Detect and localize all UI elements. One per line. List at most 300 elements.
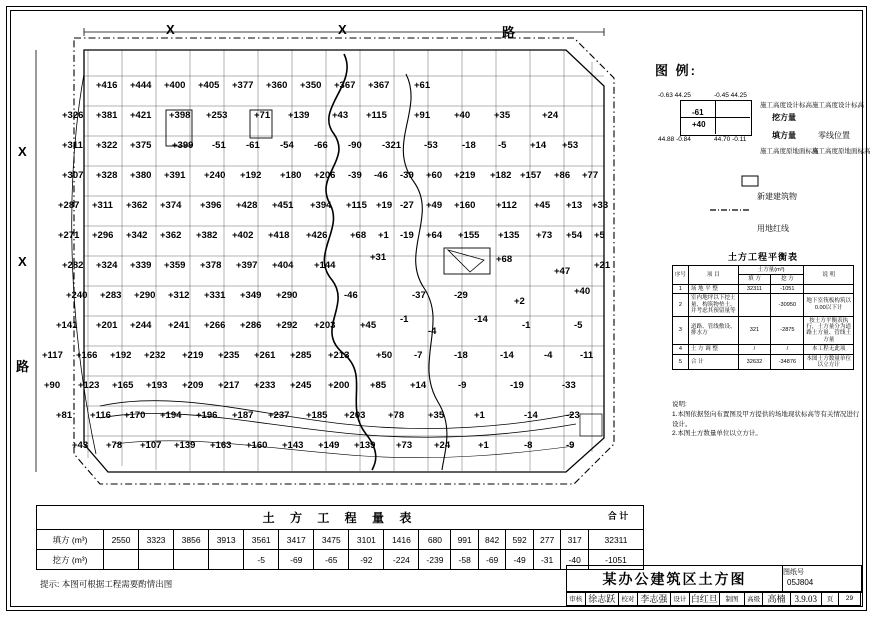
balance-subheader-fill: 填 方 — [738, 275, 771, 284]
plan-value: +241 — [168, 320, 190, 331]
table-row — [37, 550, 644, 570]
plan-value: +112 — [496, 200, 517, 211]
plan-value: +374 — [160, 200, 182, 211]
sign-value-4: 高楠 — [763, 592, 790, 606]
balance-cell-fill: 321 — [738, 316, 771, 345]
plan-value: +421 — [130, 110, 152, 121]
balance-cell-item: 室内地坪以下挖土量、构筑物垫土、并考虑其预留量等 — [688, 294, 738, 316]
plan-value: +206 — [314, 170, 336, 181]
plan-value: +362 — [160, 230, 182, 241]
plan-value: +405 — [198, 80, 220, 91]
plan-value: +139 — [354, 440, 376, 451]
plan-value: -4 — [428, 326, 437, 337]
plan-value: +311 — [62, 140, 83, 151]
grid-label-left-1: X — [18, 144, 27, 159]
plan-value: +60 — [426, 170, 443, 181]
plan-value: +311 — [92, 200, 113, 211]
plan-value: +86 — [554, 170, 571, 181]
plan-value: +13 — [566, 200, 583, 211]
plan-value: +381 — [96, 110, 118, 121]
sheet-number-box — [781, 565, 862, 593]
balance-cell-cut: -2875 — [771, 316, 804, 345]
quantity-cell — [174, 550, 209, 570]
plan-value: +43 — [72, 440, 89, 451]
plan-value: +201 — [96, 320, 118, 331]
plan-value: +73 — [536, 230, 553, 241]
plan-value: +382 — [196, 230, 218, 241]
title-block — [566, 565, 861, 607]
plan-value: -11 — [580, 350, 594, 361]
plan-value: +400 — [164, 80, 186, 91]
plan-value: +253 — [206, 110, 228, 121]
plan-value: +367 — [368, 80, 390, 91]
plan-value: +68 — [496, 254, 513, 265]
table-row — [673, 345, 854, 354]
balance-cell-note: 本图土方数量单位以立方计 — [804, 354, 854, 370]
plan-value: +283 — [100, 290, 122, 301]
plan-value: +21 — [594, 260, 611, 271]
quantity-table-grid — [36, 529, 644, 570]
plan-value: +157 — [520, 170, 542, 181]
plan-value: +416 — [96, 80, 118, 91]
quantity-total-cell: 32311 — [589, 530, 644, 550]
sign-value-1: 李志强 — [637, 592, 670, 606]
plan-value: +312 — [168, 290, 190, 301]
quantity-row-label: 填方 (m³) — [37, 530, 104, 550]
quantity-table — [36, 505, 644, 570]
plan-value: +1 — [378, 230, 389, 241]
legend-redline-label: 用地红线 — [757, 224, 789, 233]
plan-value: +290 — [134, 290, 156, 301]
grid-label-top-2: X — [338, 22, 347, 37]
plan-value: +362 — [126, 200, 148, 211]
grid-label-top-1: X — [166, 22, 175, 37]
plan-value: -39 — [400, 170, 414, 181]
notes-title: 说明: — [672, 401, 687, 408]
plan-value: +163 — [210, 440, 232, 451]
plan-value: +117 — [42, 350, 63, 361]
balance-cell-note: 地下室筏板构筑以0.00以下计 — [804, 294, 854, 316]
table-row — [673, 294, 854, 316]
drawing-title: 某办公建筑区土方图 — [566, 565, 783, 593]
plan-value: -46 — [374, 170, 388, 181]
plan-value: +194 — [160, 410, 182, 421]
quantity-total-header: 合 计 — [607, 510, 629, 521]
legend-symbol-divider-v — [715, 100, 716, 134]
legend-building-label: 新建建筑物 — [757, 192, 797, 201]
grid-label-top-3: 路 — [502, 25, 516, 40]
sign-value-0: 徐志跃 — [585, 592, 618, 606]
plan-value: +1 — [474, 410, 485, 421]
plan-value: +182 — [490, 170, 512, 181]
quantity-cell — [209, 550, 244, 570]
plan-value: +235 — [218, 350, 240, 361]
plan-value: +31 — [370, 252, 387, 263]
legend-zeroline-label: 零线位置 — [818, 131, 850, 140]
balance-cell-cut: -1051 — [771, 284, 804, 293]
plan-value: +54 — [566, 230, 583, 241]
plan-value: +73 — [396, 440, 413, 451]
plan-value: +219 — [454, 170, 476, 181]
plan-value: +217 — [218, 380, 240, 391]
legend-note-bl: 施工高度原地面标高 — [760, 148, 819, 155]
plan-value: +380 — [130, 170, 152, 181]
quantity-cell: -69 — [478, 550, 505, 570]
plan-value: +209 — [182, 380, 204, 391]
sign-label-2: 设计 — [671, 592, 690, 606]
legend-note-br: 施工高度原地面标高 — [812, 148, 871, 155]
plan-value: +139 — [174, 440, 196, 451]
balance-table — [672, 250, 854, 370]
balance-header-item: 项 目 — [688, 266, 738, 285]
balance-cell-cut: -30950 — [771, 294, 804, 316]
quantity-total-cell: -1051 — [589, 550, 644, 570]
plan-value: +360 — [266, 80, 288, 91]
plan-value: +185 — [306, 410, 328, 421]
plan-value: +77 — [582, 170, 599, 181]
plan-value: -19 — [510, 380, 524, 391]
plan-value: +342 — [126, 230, 148, 241]
plan-value: +307 — [62, 170, 84, 181]
plan-value: +399 — [172, 140, 194, 151]
plan-value: +282 — [62, 260, 84, 271]
plan-value: -18 — [454, 350, 468, 361]
plan-value: +139 — [288, 110, 310, 121]
balance-cell-fill: 32632 — [738, 354, 771, 370]
quantity-cell: 3561 — [244, 530, 279, 550]
plan-value: +141 — [56, 320, 78, 331]
plan-value: +68 — [350, 230, 367, 241]
table-row — [37, 530, 644, 550]
plan-value: +296 — [92, 230, 114, 241]
table-row — [673, 354, 854, 370]
table-row — [673, 284, 854, 293]
plan-value: -53 — [424, 140, 438, 151]
plan-value: -61 — [246, 140, 260, 151]
plan-value: +64 — [426, 230, 443, 241]
plan-value: +349 — [240, 290, 262, 301]
plan-value: +244 — [130, 320, 152, 331]
grid-label-left-3: 路 — [16, 359, 30, 374]
balance-table-title: 土方工程平衡表 — [727, 252, 798, 262]
signature-block — [566, 591, 861, 617]
legend-note-tr: 施工高度设计标高 — [812, 102, 864, 109]
plan-value: +33 — [592, 200, 609, 211]
plan-value: +193 — [146, 380, 168, 391]
legend-note-tl: 施工高度设计标高 — [760, 102, 812, 109]
plan-value: +402 — [232, 230, 254, 241]
plan-value: -39 — [348, 170, 362, 181]
plan-value: +85 — [370, 380, 387, 391]
plan-value: +394 — [310, 200, 332, 211]
legend-sample-tr: -0.45 44.25 — [714, 92, 747, 99]
plan-value: +160 — [454, 200, 476, 211]
plan-value: +271 — [58, 230, 80, 241]
balance-header-note: 说 明 — [804, 266, 854, 285]
quantity-cell: 3101 — [349, 530, 384, 550]
plan-value: -23 — [566, 410, 580, 421]
plan-value: +40 — [574, 286, 591, 297]
plan-value: +116 — [90, 410, 111, 421]
sign-label-4: 高级 — [744, 592, 763, 606]
plan-value: +180 — [280, 170, 302, 181]
table-row — [567, 592, 861, 606]
plan-value: +107 — [140, 440, 162, 451]
quantity-cell: 991 — [451, 530, 478, 550]
plan-value: +350 — [300, 80, 322, 91]
legend-fill-label: 填方量 — [772, 131, 796, 140]
sheet-number-value: 05J804 — [787, 578, 814, 587]
plan-value: +149 — [318, 440, 340, 451]
plan-value: -9 — [566, 440, 575, 451]
sign-value-5: 3.9.03 — [790, 592, 821, 606]
quantity-cell: 277 — [533, 530, 560, 550]
plan-value: +367 — [334, 80, 356, 91]
plan-value: +266 — [204, 320, 226, 331]
legend-sample-bl: 44.88 -0.84 — [658, 136, 691, 143]
plan-value: +359 — [164, 260, 186, 271]
balance-cell-no: 4 — [673, 345, 689, 354]
plan-value: +170 — [124, 410, 146, 421]
plan-value: +377 — [232, 80, 254, 91]
legend-title: 图 例: — [655, 63, 697, 78]
plan-value: +165 — [112, 380, 134, 391]
plan-value: -5 — [574, 320, 583, 331]
quantity-cell: -69 — [279, 550, 314, 570]
plan-value: +5 — [594, 230, 605, 241]
plan-value: +71 — [254, 110, 271, 121]
plan-value: -51 — [212, 140, 226, 151]
plan-value: +19 — [376, 200, 393, 211]
legend-sample-tl: -0.63 44.25 — [658, 92, 691, 99]
balance-subheader-cut: 挖 方 — [771, 275, 804, 284]
sheet-number-label: 图纸号 — [783, 569, 804, 576]
plan-value: -33 — [562, 380, 576, 391]
plan-value: +219 — [182, 350, 204, 361]
quantity-row-label: 挖方 (m³) — [37, 550, 104, 570]
legend-symbol-box — [680, 100, 752, 136]
plan-value: +240 — [66, 290, 88, 301]
plan-value: +404 — [272, 260, 294, 271]
quantity-cell: 3856 — [174, 530, 209, 550]
plan-value: -8 — [524, 440, 533, 451]
plan-value: +187 — [232, 410, 254, 421]
balance-cell-note: 本工程无此项 — [804, 345, 854, 354]
sign-label-1: 校对 — [619, 592, 638, 606]
plan-value: +123 — [78, 380, 100, 391]
balance-header-no: 序号 — [673, 266, 689, 285]
plan-value: +287 — [58, 200, 80, 211]
page-label: 页 — [821, 592, 838, 606]
plan-value: +192 — [110, 350, 132, 361]
sign-label-3: 制图 — [719, 592, 744, 606]
plan-value: +47 — [554, 266, 571, 277]
plan-value: +115 — [366, 110, 387, 121]
plan-value: +444 — [130, 80, 152, 91]
plan-value: +245 — [290, 380, 312, 391]
plan-value: +40 — [454, 110, 471, 121]
plan-value: +1 — [478, 440, 489, 451]
quantity-cell — [139, 550, 174, 570]
quantity-cell: 3913 — [209, 530, 244, 550]
plan-value: +43 — [332, 110, 349, 121]
plan-value: +375 — [130, 140, 152, 151]
plan-value: +81 — [56, 410, 73, 421]
table-row — [673, 316, 854, 345]
quantity-cell: 3475 — [314, 530, 349, 550]
page-number: 29 — [838, 592, 860, 606]
plan-value: -7 — [414, 350, 423, 361]
plan-value: +290 — [276, 290, 298, 301]
plan-value: +261 — [254, 350, 276, 361]
plan-value: +339 — [130, 260, 152, 271]
plan-value: +50 — [376, 350, 393, 361]
plan-value: +203 — [314, 320, 336, 331]
balance-cell-cut: / — [771, 345, 804, 354]
balance-table-grid — [672, 265, 854, 370]
sign-label-0: 审核 — [567, 592, 586, 606]
plan-value: +200 — [328, 380, 350, 391]
notes-line-1: 1.本图依据竖向布置图及甲方提供的场地现状标高等有关情况进行设计。 — [672, 410, 860, 428]
plan-value: +451 — [272, 200, 294, 211]
plan-value: +292 — [276, 320, 298, 331]
plan-value: +397 — [236, 260, 258, 271]
plan-value: +285 — [290, 350, 312, 361]
notes-line-2: 2.本图土方数量单位以立方计。 — [672, 430, 762, 438]
plan-value: -9 — [458, 380, 467, 391]
balance-cell-note — [804, 284, 854, 293]
quantity-cell: 3323 — [139, 530, 174, 550]
legend-sample-br: 44.70 -0.11 — [714, 136, 747, 143]
plan-value: -1 — [400, 314, 409, 325]
plan-value: +24 — [542, 110, 559, 121]
plan-value: +14 — [410, 380, 427, 391]
drawing-tip: 提示: 本图可根据工程需要酌情出图 — [40, 579, 173, 589]
plan-value: +426 — [306, 230, 328, 241]
plan-value: +240 — [204, 170, 226, 181]
plan-value: +232 — [144, 350, 166, 361]
balance-cell-item: 合 计 — [688, 354, 738, 370]
plan-value: -4 — [544, 350, 553, 361]
balance-cell-fill — [738, 294, 771, 316]
plan-value: +396 — [200, 200, 222, 211]
balance-cell-no: 2 — [673, 294, 689, 316]
quantity-cell: -40 — [561, 550, 589, 570]
balance-header-volume: 土方量(m³) — [738, 266, 804, 275]
plan-value: +2 — [514, 296, 525, 307]
plan-value: +78 — [106, 440, 123, 451]
plan-value: +331 — [204, 290, 226, 301]
plan-value: +144 — [314, 260, 336, 271]
plan-value: +378 — [200, 260, 222, 271]
quantity-cell: 3417 — [279, 530, 314, 550]
balance-cell-no: 1 — [673, 284, 689, 293]
plan-value: +91 — [414, 110, 431, 121]
plan-value: -18 — [462, 140, 476, 151]
quantity-cell: -31 — [533, 550, 560, 570]
balance-cell-no: 3 — [673, 316, 689, 345]
plan-value: +203 — [344, 410, 366, 421]
plan-value: +61 — [414, 80, 431, 91]
plan-value: -14 — [524, 410, 538, 421]
legend-fill-value: +40 — [692, 120, 706, 129]
plan-value: -5 — [498, 140, 507, 151]
plan-value: +45 — [360, 320, 377, 331]
quantity-cell: 317 — [561, 530, 589, 550]
plan-value: +326 — [62, 110, 84, 121]
quantity-cell: -49 — [506, 550, 533, 570]
quantity-cell: 2550 — [104, 530, 139, 550]
plan-value: +78 — [388, 410, 405, 421]
quantity-cell: -5 — [244, 550, 279, 570]
site-plan — [14, 14, 644, 514]
quantity-cell: -65 — [314, 550, 349, 570]
quantity-table-title: 土 方 工 程 量 表 — [36, 505, 644, 529]
notes-block — [672, 400, 862, 439]
quantity-cell: 592 — [506, 530, 533, 550]
quantity-cell: -92 — [349, 550, 384, 570]
balance-cell-fill: 32311 — [738, 284, 771, 293]
plan-value: +391 — [164, 170, 186, 181]
balance-cell-item: 场 地 平 整 — [688, 284, 738, 293]
plan-value: +135 — [498, 230, 520, 241]
quantity-cell: 1416 — [384, 530, 419, 550]
plan-value: +428 — [236, 200, 258, 211]
quantity-cell: -239 — [419, 550, 451, 570]
balance-cell-cut: -34876 — [771, 354, 804, 370]
plan-value: +286 — [240, 320, 262, 331]
plan-value: +90 — [44, 380, 61, 391]
balance-cell-item: 道路、管线敷设、排水方 — [688, 316, 738, 345]
balance-cell-item: 土 方 调 整 — [688, 345, 738, 354]
plan-value: +166 — [76, 350, 98, 361]
plan-value: -46 — [344, 290, 358, 301]
plan-value: -37 — [412, 290, 426, 301]
plan-value: +213 — [328, 350, 350, 361]
plan-value: -54 — [280, 140, 294, 151]
signature-table — [566, 591, 861, 606]
plan-value: +35 — [494, 110, 511, 121]
quantity-cell: 842 — [478, 530, 505, 550]
plan-value: +49 — [426, 200, 443, 211]
plan-value: +324 — [96, 260, 118, 271]
plan-value: +418 — [268, 230, 290, 241]
plan-value: +155 — [458, 230, 480, 241]
legend-cut-value: -61 — [692, 108, 704, 117]
plan-value: +328 — [96, 170, 118, 181]
plan-value: +192 — [240, 170, 262, 181]
plan-value: +237 — [268, 410, 290, 421]
quantity-cell: -224 — [384, 550, 419, 570]
plan-value: +160 — [246, 440, 268, 451]
plan-value: +115 — [346, 200, 367, 211]
plan-value: -19 — [400, 230, 414, 241]
plan-value: +398 — [169, 110, 191, 121]
plan-value: +45 — [534, 200, 551, 211]
quantity-cell: 680 — [419, 530, 451, 550]
plan-value: +233 — [254, 380, 276, 391]
plan-value: -66 — [314, 140, 328, 151]
plan-value: +143 — [282, 440, 304, 451]
plan-value: -27 — [400, 200, 414, 211]
balance-cell-no: 5 — [673, 354, 689, 370]
plan-value: +322 — [96, 140, 118, 151]
plan-value: -14 — [474, 314, 488, 325]
balance-cell-note: 按土方平衡表执行，土方量分为道路土方量、管线土方量 — [804, 316, 854, 345]
plan-value: -1 — [522, 320, 531, 331]
sign-value-2: 白红旦 — [689, 592, 719, 606]
grid-label-left-2: X — [18, 254, 27, 269]
